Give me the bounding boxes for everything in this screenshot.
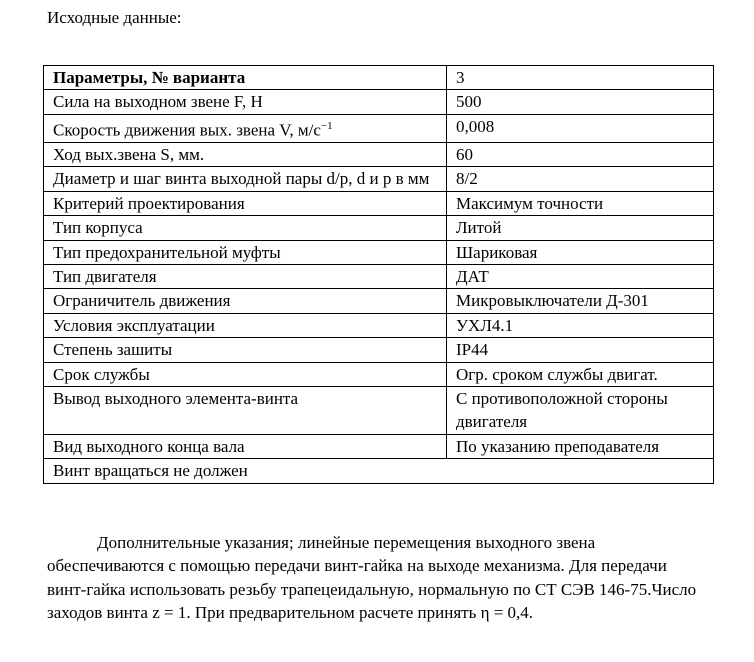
value-cell: 8/2 xyxy=(447,167,714,191)
param-label: Срок службы xyxy=(53,364,150,384)
value-cell: Шариковая xyxy=(447,240,714,264)
param-label: Ход вых.звена S, мм. xyxy=(53,144,205,164)
value-cell: ДАТ xyxy=(447,264,714,288)
additional-notes: Дополнительные указания; линейные перемещения выходного звена обеспечиваются с помощью передачи винт-гайка на выходе механизма. Для передачи винт-гайка использовать резьбу трапецеидальную, нормальную по СТ СЭВ 146-75.Число заходов винта z = 1. При предварительном расчете принять η = 0,4. xyxy=(47,533,697,622)
param-label: Критерий проектирования xyxy=(53,193,245,213)
table-row xyxy=(44,362,714,386)
table-row xyxy=(44,216,714,240)
value-cell: IP44 xyxy=(447,338,714,362)
param-cell xyxy=(44,313,447,337)
param-cell xyxy=(44,90,447,114)
param-label: Тип корпуса xyxy=(53,218,143,238)
param-label: Вид выходного конца вала xyxy=(53,436,245,456)
table-row xyxy=(44,338,714,362)
value-cell: Максимум точности xyxy=(447,191,714,215)
param-cell xyxy=(44,142,447,166)
param-label: Вывод выходного элемента-винта xyxy=(53,388,299,408)
table-row xyxy=(44,434,714,458)
section-heading: Исходные данные: xyxy=(47,8,182,27)
value-cell: Микровыключатели Д-301 xyxy=(447,289,714,313)
table-row xyxy=(44,386,714,434)
table-row xyxy=(44,142,714,166)
param-cell xyxy=(44,289,447,313)
param-cell xyxy=(44,114,447,142)
param-label: Ограничитель движения xyxy=(53,291,231,311)
table-row xyxy=(44,264,714,288)
value-cell: Огр. сроком службы двигат. xyxy=(447,362,714,386)
param-cell xyxy=(44,386,447,434)
param-label: Тип двигателя xyxy=(53,266,157,286)
value-cell: 3 xyxy=(447,66,714,90)
param-cell xyxy=(44,338,447,362)
value-cell: Литой xyxy=(447,216,714,240)
param-cell xyxy=(44,240,447,264)
param-superscript: −1 xyxy=(320,119,333,132)
param-label: Условия эксплуатации xyxy=(53,315,215,335)
param-cell xyxy=(44,264,447,288)
value-cell: С противоположной стороны двигателя xyxy=(447,386,714,434)
param-cell xyxy=(44,434,447,458)
table-header-row xyxy=(44,66,714,90)
footer-cell: Винт вращаться не должен xyxy=(44,459,714,483)
param-cell xyxy=(44,216,447,240)
table-row xyxy=(44,191,714,215)
param-cell xyxy=(44,191,447,215)
table-footer-row xyxy=(44,459,714,483)
value-cell: 60 xyxy=(447,142,714,166)
table-row xyxy=(44,240,714,264)
param-label: Скорость движения вых. звена V, м/с xyxy=(53,120,321,140)
param-cell xyxy=(44,167,447,191)
value-cell: УХЛ4.1 xyxy=(447,313,714,337)
table-row xyxy=(44,114,714,142)
value-cell: По указанию преподавателя xyxy=(447,434,714,458)
table-row xyxy=(44,167,714,191)
table-row xyxy=(44,313,714,337)
table-row xyxy=(44,289,714,313)
param-label: Диаметр и шаг винта выходной пары d/p, d и р в мм xyxy=(53,169,430,189)
param-label: Тип предохранительной муфты xyxy=(53,242,281,262)
param-label: Степень зашиты xyxy=(53,340,173,360)
param-cell xyxy=(44,362,447,386)
value-cell: 0,008 xyxy=(447,114,714,142)
value-cell: 500 xyxy=(447,90,714,114)
param-label: Сила на выходном звене F, Н xyxy=(53,92,263,112)
param-cell: Параметры, № варианта xyxy=(44,66,447,90)
table-row xyxy=(44,90,714,114)
parameters-table xyxy=(43,65,714,484)
